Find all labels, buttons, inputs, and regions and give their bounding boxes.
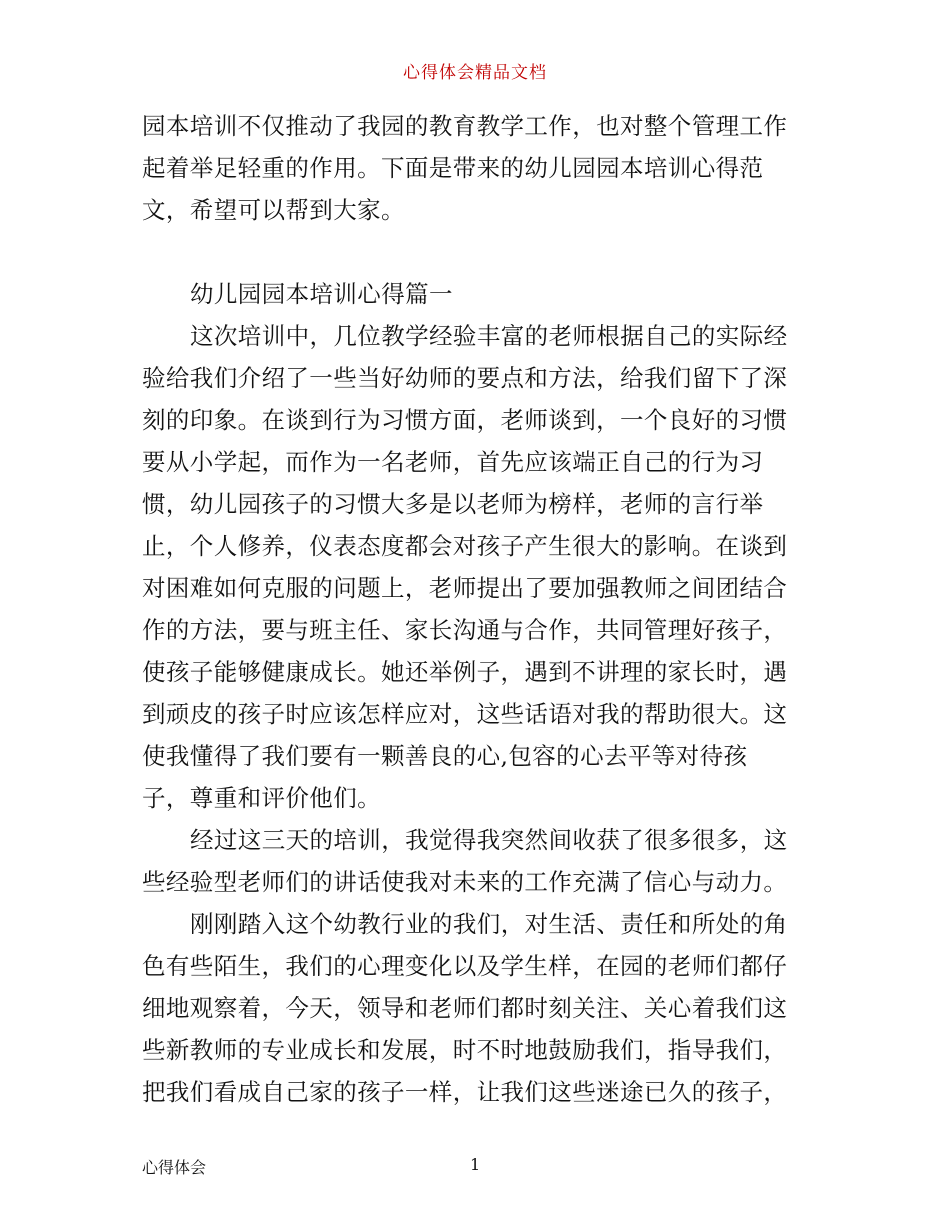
text-line: 细地观察着，今天，领导和老师们都时刻关注、关心着我们这 [142, 994, 788, 1022]
text-line: 文，希望可以帮到大家。 [142, 196, 405, 224]
blank-line [142, 231, 814, 273]
text-line: 使我懂得了我们要有一颗善良的心,包容的心去平等对待孩 [142, 742, 748, 770]
section-title: 幼儿园园本培训心得篇一 [190, 280, 453, 308]
text-line: 使孩子能够健康成长。她还举例子，遇到不讲理的家长时，遇 [142, 658, 788, 686]
text-line: 刚刚踏入这个幼教行业的我们，对生活、责任和所处的角 [190, 910, 788, 938]
text-line: 些新教师的专业成长和发展，时不时地鼓励我们，指导我们， [142, 1036, 788, 1064]
text-line: 对困难如何克服的问题上，老师提出了要加强教师之间团结合 [142, 574, 788, 602]
text-line: 园本培训不仅推动了我园的教育教学工作，也对整个管理工作 [142, 112, 788, 140]
text-line: 起着举足轻重的作用。下面是带来的幼儿园园本培训心得范 [142, 154, 764, 182]
text-line: 惯，幼儿园孩子的习惯大多是以老师为榜样，老师的言行举 [142, 490, 764, 518]
text-line: 到顽皮的孩子时应该怎样应对，这些话语对我的帮助很大。这 [142, 700, 788, 728]
text-line: 经过这三天的培训，我觉得我突然间收获了很多很多，这 [190, 826, 788, 854]
paragraph-2 [142, 819, 814, 903]
text-line: 作的方法，要与班主任、家长沟通与合作，共同管理好孩子， [142, 616, 788, 644]
footer-label: 心得体会 [142, 1158, 207, 1177]
paragraph-3 [142, 903, 814, 1113]
text-line: 色有些陌生，我们的心理变化以及学生样，在园的老师们都仔 [142, 952, 788, 980]
intro-paragraph [142, 105, 814, 231]
page-number: 1 [470, 1155, 481, 1174]
text-line: 刻的印象。在谈到行为习惯方面，老师谈到，一个良好的习惯 [142, 406, 788, 434]
text-line: 验给我们介绍了一些当好幼师的要点和方法，给我们留下了深 [142, 364, 788, 392]
document-header-title: 心得体会精品文档 [403, 63, 547, 83]
text-line: 子，尊重和评价他们。 [142, 784, 381, 812]
text-line: 止，个人修养，仪表态度都会对孩子产生很大的影响。在谈到 [142, 532, 788, 560]
text-line: 些经验型老师们的讲话使我对未来的工作充满了信心与动力。 [142, 868, 788, 896]
paragraph-1 [142, 315, 814, 819]
text-line: 这次培训中，几位教学经验丰富的老师根据自己的实际经 [190, 322, 788, 350]
document-body [142, 105, 814, 1113]
text-line: 把我们看成自己家的孩子一样，让我们这些迷途已久的孩子， [142, 1078, 788, 1106]
text-line: 要从小学起，而作为一名老师，首先应该端正自己的行为习 [142, 448, 764, 476]
